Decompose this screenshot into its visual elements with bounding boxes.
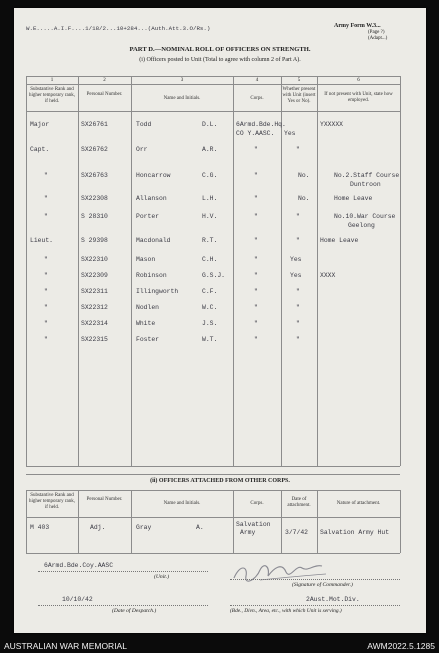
column-divider [233,76,234,466]
number-cell: SX22308 [81,195,108,202]
column-header-present: Whether present with Unit (insert Yes or No). [282,87,316,104]
name-cell: Orr [136,146,148,153]
name-cell: Macdonald [136,237,171,244]
column-number: 1 [50,78,54,83]
army-form-page: (Page ?) [368,30,385,35]
att-number-cell: Adj. [90,524,106,531]
army-form-number: Army Form W.3... [334,23,381,29]
corps-cell: " [254,256,258,263]
initials-cell: W.C. [202,304,218,311]
number-cell: SX26762 [81,146,108,153]
name-cell: Porter [136,213,160,220]
name-cell: Todd [136,121,152,128]
despatch-line [38,605,208,606]
attached-top-border [26,490,400,491]
initials-cell: D.L. [202,121,218,128]
att-date-cell: 3/7/42 [285,529,309,536]
signature-line [230,579,400,580]
corps-cell: " [254,304,258,311]
att-header-rank: Substantive Rank and higher temporary rank, if held. [29,493,75,510]
corps-cell: " [254,237,258,244]
document-page [14,8,426,633]
initials-cell: H.V. [202,213,218,220]
present-cell: Yes [290,256,302,263]
corps-cell: 6Armd.Bde.Hq. [236,121,286,128]
att-nature-cell: Salvation Army Hut [320,529,390,536]
corps-cell: " [254,172,258,179]
table-bottom-border [26,466,400,467]
number-cell: SX26763 [81,172,108,179]
initials-cell: J.S. [202,320,218,327]
column-header-name: Name and Initials. [163,96,201,101]
corps-cell: " [254,320,258,327]
column-number: 4 [255,78,259,83]
table-left-border [26,76,27,466]
name-cell: White [136,320,156,327]
initials-cell: W.T. [202,336,218,343]
rank-cell: " [44,272,48,279]
number-cell: SX22309 [81,272,108,279]
rank-cell: " [44,336,48,343]
table-number-border [26,84,400,85]
att-initials-cell: A. [196,524,204,531]
name-cell: Allanson [136,195,167,202]
name-cell: Robinson [136,272,167,279]
att-header-number: Personal Number. [86,497,123,502]
table-top-border [26,76,400,77]
column-header-employed: If not present with Unit, state how employed. [324,92,393,103]
name-cell: Honcarrow [136,172,171,179]
present-cell: " [296,320,300,327]
present-cell: Yes [290,272,302,279]
corps-cell: " [254,213,258,220]
bde-value: 2Aust.Mot.Div. [306,596,360,603]
employed-cell: Home Leave [320,237,359,244]
employed-cell: Duntroon [350,181,381,188]
column-number: 5 [297,78,301,83]
archive-footer [0,639,439,653]
column-divider [281,76,282,466]
att-name-cell: Gray [136,524,152,531]
initials-cell: R.T. [202,237,218,244]
att-corps-cell: Salvation [236,521,271,528]
column-number: 3 [180,78,184,83]
present-cell: " [296,336,300,343]
att-header-name: Name and Initials. [163,501,201,506]
att-header-nature: Nature of attachment. [336,501,381,506]
number-cell: SX22314 [81,320,108,327]
column-divider [233,490,234,553]
column-header-corps: Corps. [250,96,264,101]
table-right-border [400,76,401,466]
unit-value: 6Armd.Bde.Coy.AASC [44,562,114,569]
column-divider [317,490,318,553]
initials-cell: C.F. [202,288,218,295]
attached-title: (ii) OFFICERS ATTACHED FROM OTHER CORPS. [150,478,290,484]
signature-label: (Signature of Commander.) [292,582,353,588]
bde-line [230,605,400,606]
number-cell: SX22315 [81,336,108,343]
column-divider [78,76,79,466]
present-cell: Yes [284,130,296,137]
column-header-rank: Substantive Rank and higher temporary rank, if held. [29,87,75,104]
employed-cell: Geelong [348,222,375,229]
rank-cell: " [44,195,48,202]
name-cell: Illingworth [136,288,179,295]
rank-cell: " [44,288,48,295]
bde-label: (Bde., Divn., Area, etc., with which Unit is serving.) [230,608,342,614]
present-cell: " [296,213,300,220]
column-number: 2 [103,78,106,83]
number-cell: S 28310 [81,213,108,220]
corps-cell: " [254,146,258,153]
section-divider [26,474,400,475]
army-form-adapt: (Adapt...) [368,36,388,41]
att-rank-cell: M 403 [30,524,50,531]
number-cell: SX22311 [81,288,108,295]
name-cell: Foster [136,336,160,343]
corps-cell: " [254,195,258,202]
rank-cell: Major [30,121,50,128]
attached-bottom-border [26,553,400,554]
part-subtitle: (i) Officers posted to Unit (Total to agree with column 2 of Part A). [139,57,301,63]
column-divider [131,76,132,466]
present-cell: No. [298,195,310,202]
rank-cell: " [44,320,48,327]
initials-cell: C.G. [202,172,218,179]
column-number: 6 [357,78,360,83]
column-header-number: Personal Number. [86,92,123,97]
att-header-date: Date of attachment. [287,497,311,508]
rank-cell: " [44,172,48,179]
present-cell: " [296,146,300,153]
column-divider [400,490,401,553]
employed-cell: No.10.War Course [334,213,396,220]
number-cell: SX22312 [81,304,108,311]
present-cell: " [296,304,300,311]
rank-cell: " [44,213,48,220]
rank-cell: Lieut. [30,237,54,244]
present-cell: " [296,237,300,244]
number-cell: SX22310 [81,256,108,263]
present-cell: No. [298,172,310,179]
rank-cell: Capt. [30,146,50,153]
name-cell: Mason [136,256,156,263]
present-cell: " [296,288,300,295]
corps-cell: " [254,336,258,343]
footer-left: AUSTRALIAN WAR MEMORIAL [4,641,127,651]
name-cell: Nodlen [136,304,160,311]
column-divider [131,490,132,553]
employed-cell: YXXXXX [320,121,344,128]
initials-cell: L.H. [202,195,218,202]
table-header-border [26,111,400,112]
employed-cell: XXXX [320,272,336,279]
corps-cell: CO Y.AASC. [236,130,275,137]
attached-header-border [26,517,400,518]
employed-cell: No.2.Staff Course [334,172,400,179]
part-title: PART D.—NOMINAL ROLL OF OFFICERS ON STRENGTH. [129,46,311,53]
unit-label: (Unit.) [154,574,170,580]
unit-line [38,571,208,572]
top-reference: W.E.....A.I.F....1/18/2...10+284...(Auth.Att.3.O/Rs.) [26,25,211,32]
employed-cell: Home Leave [334,195,373,202]
column-divider [317,76,318,466]
initials-cell: G.S.J. [202,272,226,279]
att-header-corps: Corps. [250,501,264,506]
despatch-label: (Date of Despatch.) [112,608,157,614]
despatch-value: 10/10/42 [62,596,93,603]
rank-cell: " [44,256,48,263]
rank-cell: " [44,304,48,311]
number-cell: S 29398 [81,237,108,244]
corps-cell: " [254,272,258,279]
initials-cell: A.R. [202,146,218,153]
initials-cell: C.H. [202,256,218,263]
corps-cell: " [254,288,258,295]
footer-right: AWM2022.5.1285 [367,641,435,651]
att-corps-cell-2: Army [240,529,256,536]
number-cell: SX26761 [81,121,108,128]
